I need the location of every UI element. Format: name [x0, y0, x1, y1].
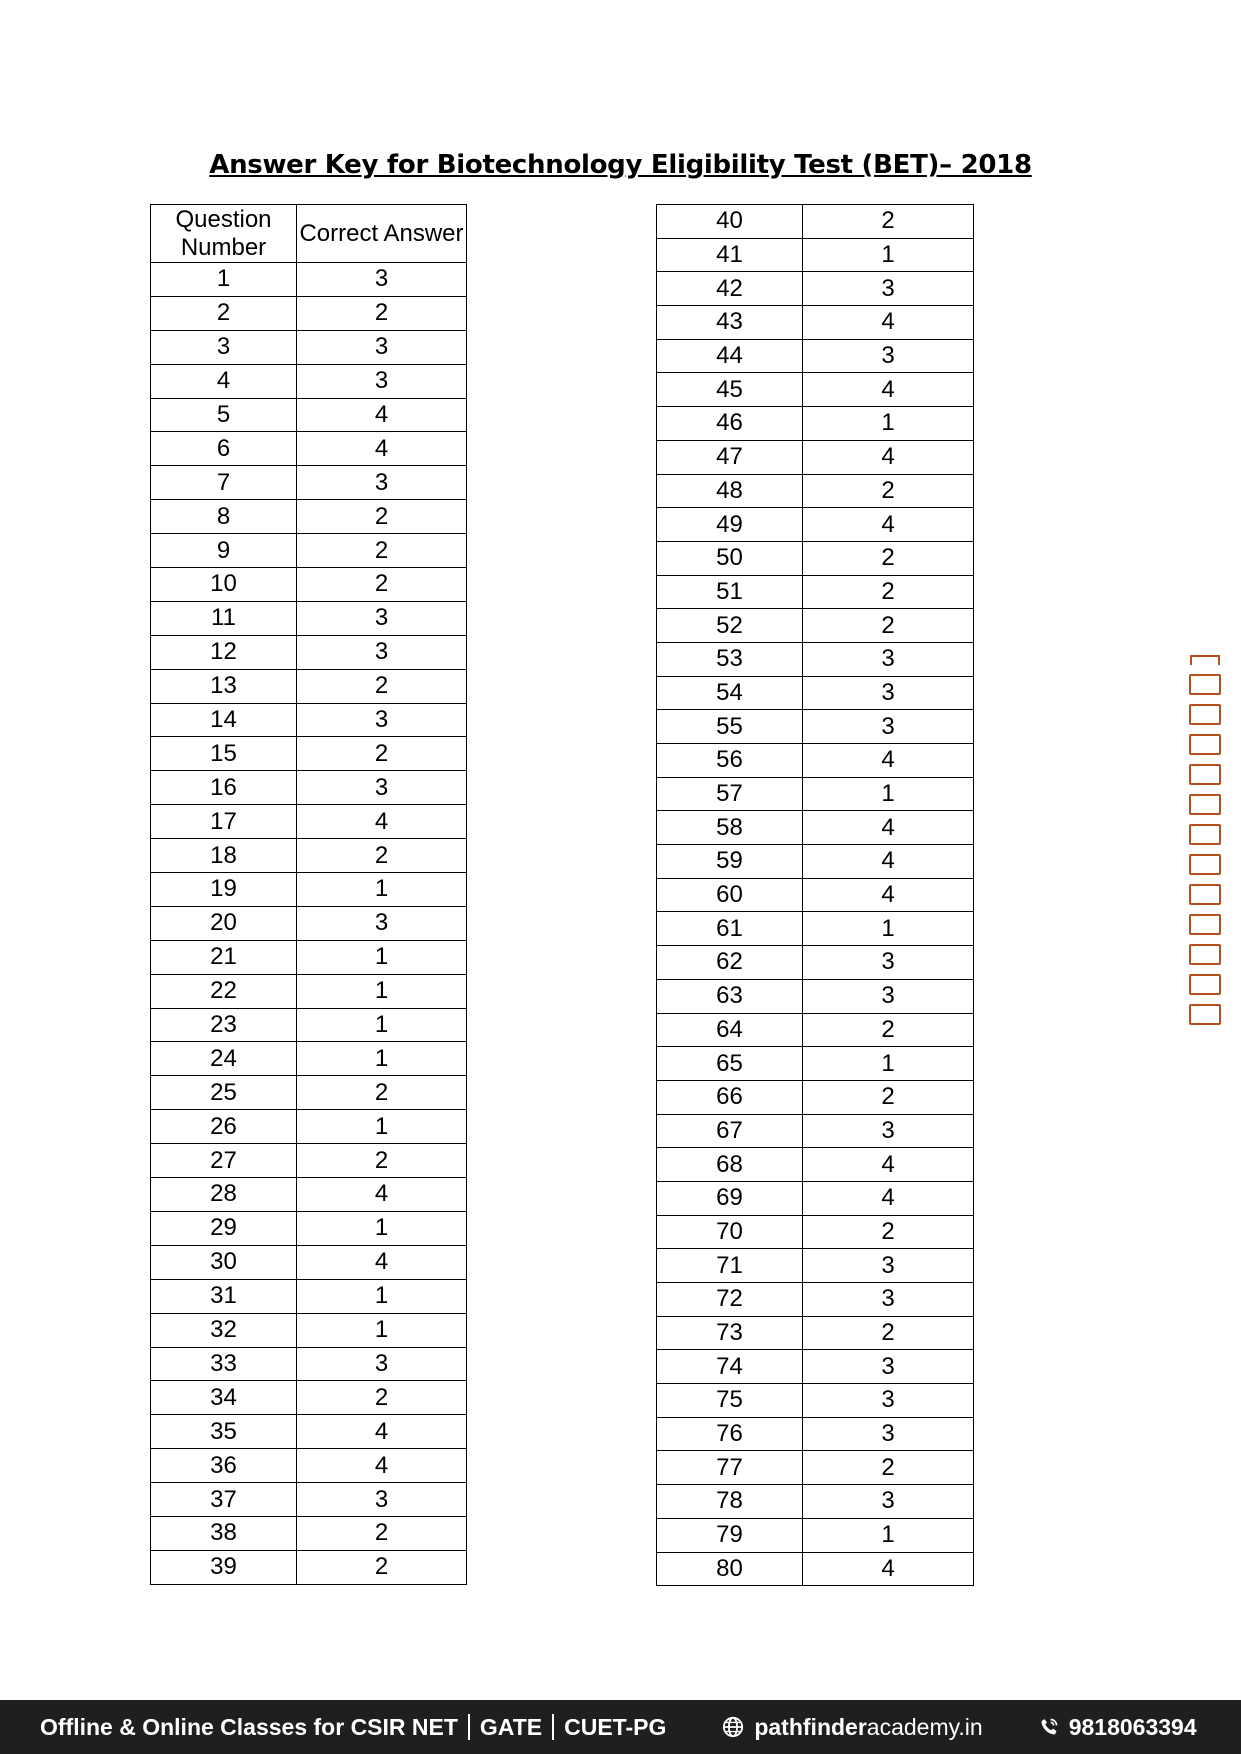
- question-number-cell: 72: [657, 1283, 803, 1317]
- table-row: [151, 1381, 467, 1415]
- table-row: [657, 1384, 974, 1418]
- table-row: [657, 1518, 974, 1552]
- question-number-cell: 41: [657, 238, 803, 272]
- question-number-cell: 35: [151, 1415, 297, 1449]
- question-number-cell: 34: [151, 1381, 297, 1415]
- tagline-gate: GATE: [479, 1713, 543, 1740]
- correct-answer-cell: 3: [803, 1114, 974, 1148]
- table-row: [657, 1148, 974, 1182]
- question-number-cell: 53: [657, 642, 803, 676]
- question-number-cell: 23: [151, 1008, 297, 1042]
- question-number-cell: 76: [657, 1417, 803, 1451]
- correct-answer-cell: 4: [297, 1178, 467, 1212]
- correct-answer-cell: 1: [297, 1008, 467, 1042]
- question-number-cell: 13: [151, 669, 297, 703]
- question-number-cell: 26: [151, 1110, 297, 1144]
- question-number-cell: 36: [151, 1449, 297, 1483]
- question-number-cell: 58: [657, 811, 803, 845]
- correct-answer-cell: 2: [297, 1381, 467, 1415]
- question-number-cell: 51: [657, 575, 803, 609]
- table-row: [151, 805, 467, 839]
- question-number-cell: 2: [151, 296, 297, 330]
- correct-answer-cell: 2: [803, 205, 974, 239]
- question-number-cell: 59: [657, 845, 803, 879]
- correct-answer-cell: 4: [803, 811, 974, 845]
- table-row: [151, 330, 467, 364]
- table-row: [151, 669, 467, 703]
- correct-answer-cell: 2: [297, 1076, 467, 1110]
- table-row: [657, 609, 974, 643]
- table-row: [151, 737, 467, 771]
- question-number-cell: 10: [151, 568, 297, 602]
- correct-answer-cell: 2: [803, 1080, 974, 1114]
- correct-answer-cell: 4: [803, 845, 974, 879]
- watermark-glyph: [1189, 974, 1221, 995]
- correct-answer-cell: 2: [297, 669, 467, 703]
- correct-answer-cell: 3: [803, 1384, 974, 1418]
- correct-answer-cell: 4: [803, 373, 974, 407]
- question-number-cell: 16: [151, 771, 297, 805]
- correct-answer-cell: 2: [297, 1550, 467, 1584]
- question-number-cell: 43: [657, 306, 803, 340]
- correct-answer-cell: 3: [803, 710, 974, 744]
- watermark-glyph: [1189, 854, 1221, 875]
- answer-table-right: [656, 204, 974, 1586]
- question-number-cell: 56: [657, 744, 803, 778]
- site-name-domain: academy.in: [866, 1713, 983, 1740]
- table-header-row: [151, 205, 467, 263]
- phone-icon: [1039, 1717, 1059, 1737]
- table-row: [151, 601, 467, 635]
- correct-answer-cell: 3: [803, 676, 974, 710]
- table-row: [151, 432, 467, 466]
- table-row: [657, 238, 974, 272]
- correct-answer-cell: 2: [297, 737, 467, 771]
- watermark-glyph: [1189, 704, 1221, 725]
- table-row: [151, 1144, 467, 1178]
- correct-answer-cell: 2: [297, 296, 467, 330]
- question-number-cell: 22: [151, 974, 297, 1008]
- table-row: [657, 205, 974, 239]
- table-row: [657, 508, 974, 542]
- correct-answer-cell: 3: [297, 771, 467, 805]
- correct-answer-cell: 3: [803, 1249, 974, 1283]
- table-row: [657, 575, 974, 609]
- question-number-cell: 66: [657, 1080, 803, 1114]
- footer-website-link[interactable]: [722, 1714, 982, 1741]
- correct-answer-cell: 3: [297, 1483, 467, 1517]
- question-number-cell: 32: [151, 1313, 297, 1347]
- table-row: [151, 771, 467, 805]
- table-row: [657, 541, 974, 575]
- footer-tagline: [40, 1714, 666, 1741]
- correct-answer-cell: 3: [803, 272, 974, 306]
- correct-answer-cell: 3: [297, 330, 467, 364]
- table-row: [151, 635, 467, 669]
- question-number-cell: 54: [657, 676, 803, 710]
- table-row: [657, 1114, 974, 1148]
- correct-answer-cell: 2: [803, 1215, 974, 1249]
- correct-answer-cell: 3: [297, 601, 467, 635]
- table-row: [151, 398, 467, 432]
- header-question-number: Question Number: [151, 205, 297, 263]
- question-number-cell: 37: [151, 1483, 297, 1517]
- table-row: [151, 839, 467, 873]
- question-number-cell: 45: [657, 373, 803, 407]
- correct-answer-cell: 4: [803, 508, 974, 542]
- question-number-cell: 57: [657, 777, 803, 811]
- table-row: [151, 1347, 467, 1381]
- correct-answer-cell: 1: [297, 974, 467, 1008]
- question-number-cell: 42: [657, 272, 803, 306]
- question-number-cell: 7: [151, 466, 297, 500]
- table-row: [657, 440, 974, 474]
- watermark-bracket: [1190, 655, 1220, 665]
- table-row: [151, 1449, 467, 1483]
- correct-answer-cell: 3: [803, 1417, 974, 1451]
- question-number-cell: 50: [657, 541, 803, 575]
- table-row: [657, 1181, 974, 1215]
- question-number-cell: 5: [151, 398, 297, 432]
- question-number-cell: 28: [151, 1178, 297, 1212]
- question-number-cell: 24: [151, 1042, 297, 1076]
- table-row: [151, 974, 467, 1008]
- table-row: [151, 263, 467, 297]
- question-number-cell: 11: [151, 601, 297, 635]
- table-row: [657, 272, 974, 306]
- correct-answer-cell: 1: [803, 912, 974, 946]
- correct-answer-cell: 2: [803, 1013, 974, 1047]
- correct-answer-cell: 2: [297, 500, 467, 534]
- correct-answer-cell: 4: [803, 1552, 974, 1586]
- question-number-cell: 49: [657, 508, 803, 542]
- question-number-cell: 33: [151, 1347, 297, 1381]
- question-number-cell: 44: [657, 339, 803, 373]
- correct-answer-cell: 2: [297, 534, 467, 568]
- watermark-glyph: [1189, 884, 1221, 905]
- question-number-cell: 63: [657, 979, 803, 1013]
- footer-banner: [0, 1700, 1241, 1754]
- table-row: [657, 744, 974, 778]
- question-number-cell: 73: [657, 1316, 803, 1350]
- table-row: [657, 811, 974, 845]
- correct-answer-cell: 4: [297, 1415, 467, 1449]
- correct-answer-cell: 4: [803, 878, 974, 912]
- correct-answer-cell: 4: [297, 398, 467, 432]
- question-number-cell: 47: [657, 440, 803, 474]
- question-number-cell: 65: [657, 1047, 803, 1081]
- table-row: [657, 474, 974, 508]
- question-number-cell: 1: [151, 263, 297, 297]
- question-number-cell: 25: [151, 1076, 297, 1110]
- correct-answer-cell: 2: [297, 1144, 467, 1178]
- table-row: [151, 1178, 467, 1212]
- table-row: [151, 1042, 467, 1076]
- table-row: [657, 979, 974, 1013]
- table-row: [657, 1215, 974, 1249]
- watermark-glyph: [1189, 674, 1221, 695]
- table-row: [657, 407, 974, 441]
- table-row: [151, 1415, 467, 1449]
- table-row: [657, 1350, 974, 1384]
- table-row: [151, 1110, 467, 1144]
- table-row: [151, 873, 467, 907]
- phone-number: 9818063394: [1068, 1713, 1197, 1740]
- correct-answer-cell: 3: [803, 339, 974, 373]
- question-number-cell: 48: [657, 474, 803, 508]
- footer-phone[interactable]: [1039, 1714, 1197, 1741]
- globe-icon: [722, 1716, 744, 1738]
- tagline-classes: Offline & Online Classes for CSIR NET: [40, 1713, 458, 1740]
- table-row: [657, 1080, 974, 1114]
- correct-answer-cell: 1: [297, 1279, 467, 1313]
- correct-answer-cell: 3: [297, 1347, 467, 1381]
- correct-answer-cell: 4: [297, 1245, 467, 1279]
- question-number-cell: 31: [151, 1279, 297, 1313]
- question-number-cell: 14: [151, 703, 297, 737]
- table-row: [657, 373, 974, 407]
- table-row: [151, 1245, 467, 1279]
- table-row: [151, 500, 467, 534]
- correct-answer-cell: 2: [297, 568, 467, 602]
- correct-answer-cell: 4: [297, 432, 467, 466]
- table-row: [657, 1485, 974, 1519]
- header-correct-answer: Correct Answer: [297, 205, 467, 263]
- watermark-glyph: [1189, 734, 1221, 755]
- question-number-cell: 67: [657, 1114, 803, 1148]
- correct-answer-cell: 2: [803, 575, 974, 609]
- table-row: [657, 878, 974, 912]
- question-number-cell: 27: [151, 1144, 297, 1178]
- table-row: [657, 642, 974, 676]
- question-number-cell: 8: [151, 500, 297, 534]
- table-row: [657, 777, 974, 811]
- table-row: [151, 364, 467, 398]
- correct-answer-cell: 1: [297, 1042, 467, 1076]
- question-number-cell: 39: [151, 1550, 297, 1584]
- page-title: Answer Key for Biotechnology Eligibility Test (BET)– 2018: [209, 150, 1032, 180]
- correct-answer-cell: 1: [803, 407, 974, 441]
- question-number-cell: 30: [151, 1245, 297, 1279]
- table-row: [657, 1552, 974, 1586]
- tagline-divider: [468, 1714, 470, 1740]
- correct-answer-cell: 2: [803, 541, 974, 575]
- question-number-cell: 69: [657, 1181, 803, 1215]
- watermark-glyph: [1189, 944, 1221, 965]
- table-row: [151, 940, 467, 974]
- question-number-cell: 60: [657, 878, 803, 912]
- question-number-cell: 64: [657, 1013, 803, 1047]
- watermark-glyph: [1189, 1004, 1221, 1025]
- question-number-cell: 15: [151, 737, 297, 771]
- correct-answer-cell: 4: [297, 1449, 467, 1483]
- table-row: [151, 1279, 467, 1313]
- watermark-glyph: [1189, 824, 1221, 845]
- table-row: [657, 710, 974, 744]
- question-number-cell: 4: [151, 364, 297, 398]
- table-row: [657, 1047, 974, 1081]
- correct-answer-cell: 3: [297, 906, 467, 940]
- correct-answer-cell: 3: [297, 466, 467, 500]
- table-row: [657, 339, 974, 373]
- table-row: [657, 1283, 974, 1317]
- question-number-cell: 71: [657, 1249, 803, 1283]
- correct-answer-cell: 2: [297, 1516, 467, 1550]
- table-row: [151, 1313, 467, 1347]
- question-number-cell: 40: [657, 205, 803, 239]
- correct-answer-cell: 3: [803, 642, 974, 676]
- answer-table-left: [150, 204, 467, 1585]
- correct-answer-cell: 4: [297, 805, 467, 839]
- question-number-cell: 80: [657, 1552, 803, 1586]
- question-number-cell: 6: [151, 432, 297, 466]
- watermark-glyph: [1189, 764, 1221, 785]
- table-row: [657, 845, 974, 879]
- table-row: [151, 1211, 467, 1245]
- correct-answer-cell: 1: [803, 1047, 974, 1081]
- table-row: [151, 1550, 467, 1584]
- question-number-cell: 21: [151, 940, 297, 974]
- correct-answer-cell: 3: [803, 979, 974, 1013]
- correct-answer-cell: 3: [297, 263, 467, 297]
- question-number-cell: 61: [657, 912, 803, 946]
- table-row: [657, 306, 974, 340]
- correct-answer-cell: 3: [297, 703, 467, 737]
- question-number-cell: 9: [151, 534, 297, 568]
- question-number-cell: 78: [657, 1485, 803, 1519]
- watermark-glyph: [1189, 794, 1221, 815]
- table-row: [151, 906, 467, 940]
- table-row: [657, 912, 974, 946]
- table-row: [657, 1417, 974, 1451]
- question-number-cell: 79: [657, 1518, 803, 1552]
- question-number-cell: 19: [151, 873, 297, 907]
- correct-answer-cell: 2: [803, 609, 974, 643]
- correct-answer-cell: 2: [803, 474, 974, 508]
- correct-answer-cell: 1: [803, 1518, 974, 1552]
- correct-answer-cell: 3: [803, 1283, 974, 1317]
- table-row: [151, 1516, 467, 1550]
- correct-answer-cell: 1: [803, 777, 974, 811]
- correct-answer-cell: 1: [297, 1211, 467, 1245]
- correct-answer-cell: 3: [803, 1350, 974, 1384]
- correct-answer-cell: 3: [803, 1485, 974, 1519]
- watermark-glyph: [1189, 914, 1221, 935]
- question-number-cell: 70: [657, 1215, 803, 1249]
- table-row: [657, 1316, 974, 1350]
- correct-answer-cell: 4: [803, 440, 974, 474]
- question-number-cell: 20: [151, 906, 297, 940]
- correct-answer-cell: 2: [803, 1451, 974, 1485]
- correct-answer-cell: 1: [297, 940, 467, 974]
- table-row: [151, 296, 467, 330]
- correct-answer-cell: 3: [803, 946, 974, 980]
- correct-answer-cell: 1: [297, 873, 467, 907]
- correct-answer-cell: 2: [803, 1316, 974, 1350]
- tagline-cuet: CUET-PG: [564, 1713, 667, 1740]
- correct-answer-cell: 4: [803, 744, 974, 778]
- correct-answer-cell: 4: [803, 1181, 974, 1215]
- table-row: [657, 946, 974, 980]
- correct-answer-cell: 1: [803, 238, 974, 272]
- table-row: [151, 1008, 467, 1042]
- table-row: [657, 676, 974, 710]
- tagline-divider: [552, 1714, 554, 1740]
- question-number-cell: 18: [151, 839, 297, 873]
- table-row: [657, 1013, 974, 1047]
- question-number-cell: 3: [151, 330, 297, 364]
- site-name-bold: pathfinder: [754, 1713, 867, 1740]
- correct-answer-cell: 1: [297, 1110, 467, 1144]
- table-row: [151, 534, 467, 568]
- correct-answer-cell: 2: [297, 839, 467, 873]
- correct-answer-cell: 4: [803, 1148, 974, 1182]
- question-number-cell: 17: [151, 805, 297, 839]
- question-number-cell: 77: [657, 1451, 803, 1485]
- table-row: [657, 1249, 974, 1283]
- question-number-cell: 12: [151, 635, 297, 669]
- question-number-cell: 68: [657, 1148, 803, 1182]
- side-watermark: [1185, 655, 1225, 1025]
- table-row: [151, 1076, 467, 1110]
- question-number-cell: 52: [657, 609, 803, 643]
- question-number-cell: 74: [657, 1350, 803, 1384]
- question-number-cell: 62: [657, 946, 803, 980]
- question-number-cell: 46: [657, 407, 803, 441]
- question-number-cell: 75: [657, 1384, 803, 1418]
- correct-answer-cell: 3: [297, 364, 467, 398]
- table-row: [151, 568, 467, 602]
- question-number-cell: 29: [151, 1211, 297, 1245]
- table-row: [151, 1483, 467, 1517]
- correct-answer-cell: 3: [297, 635, 467, 669]
- table-row: [151, 466, 467, 500]
- correct-answer-cell: 1: [297, 1313, 467, 1347]
- question-number-cell: 55: [657, 710, 803, 744]
- table-row: [151, 703, 467, 737]
- table-row: [657, 1451, 974, 1485]
- question-number-cell: 38: [151, 1516, 297, 1550]
- correct-answer-cell: 4: [803, 306, 974, 340]
